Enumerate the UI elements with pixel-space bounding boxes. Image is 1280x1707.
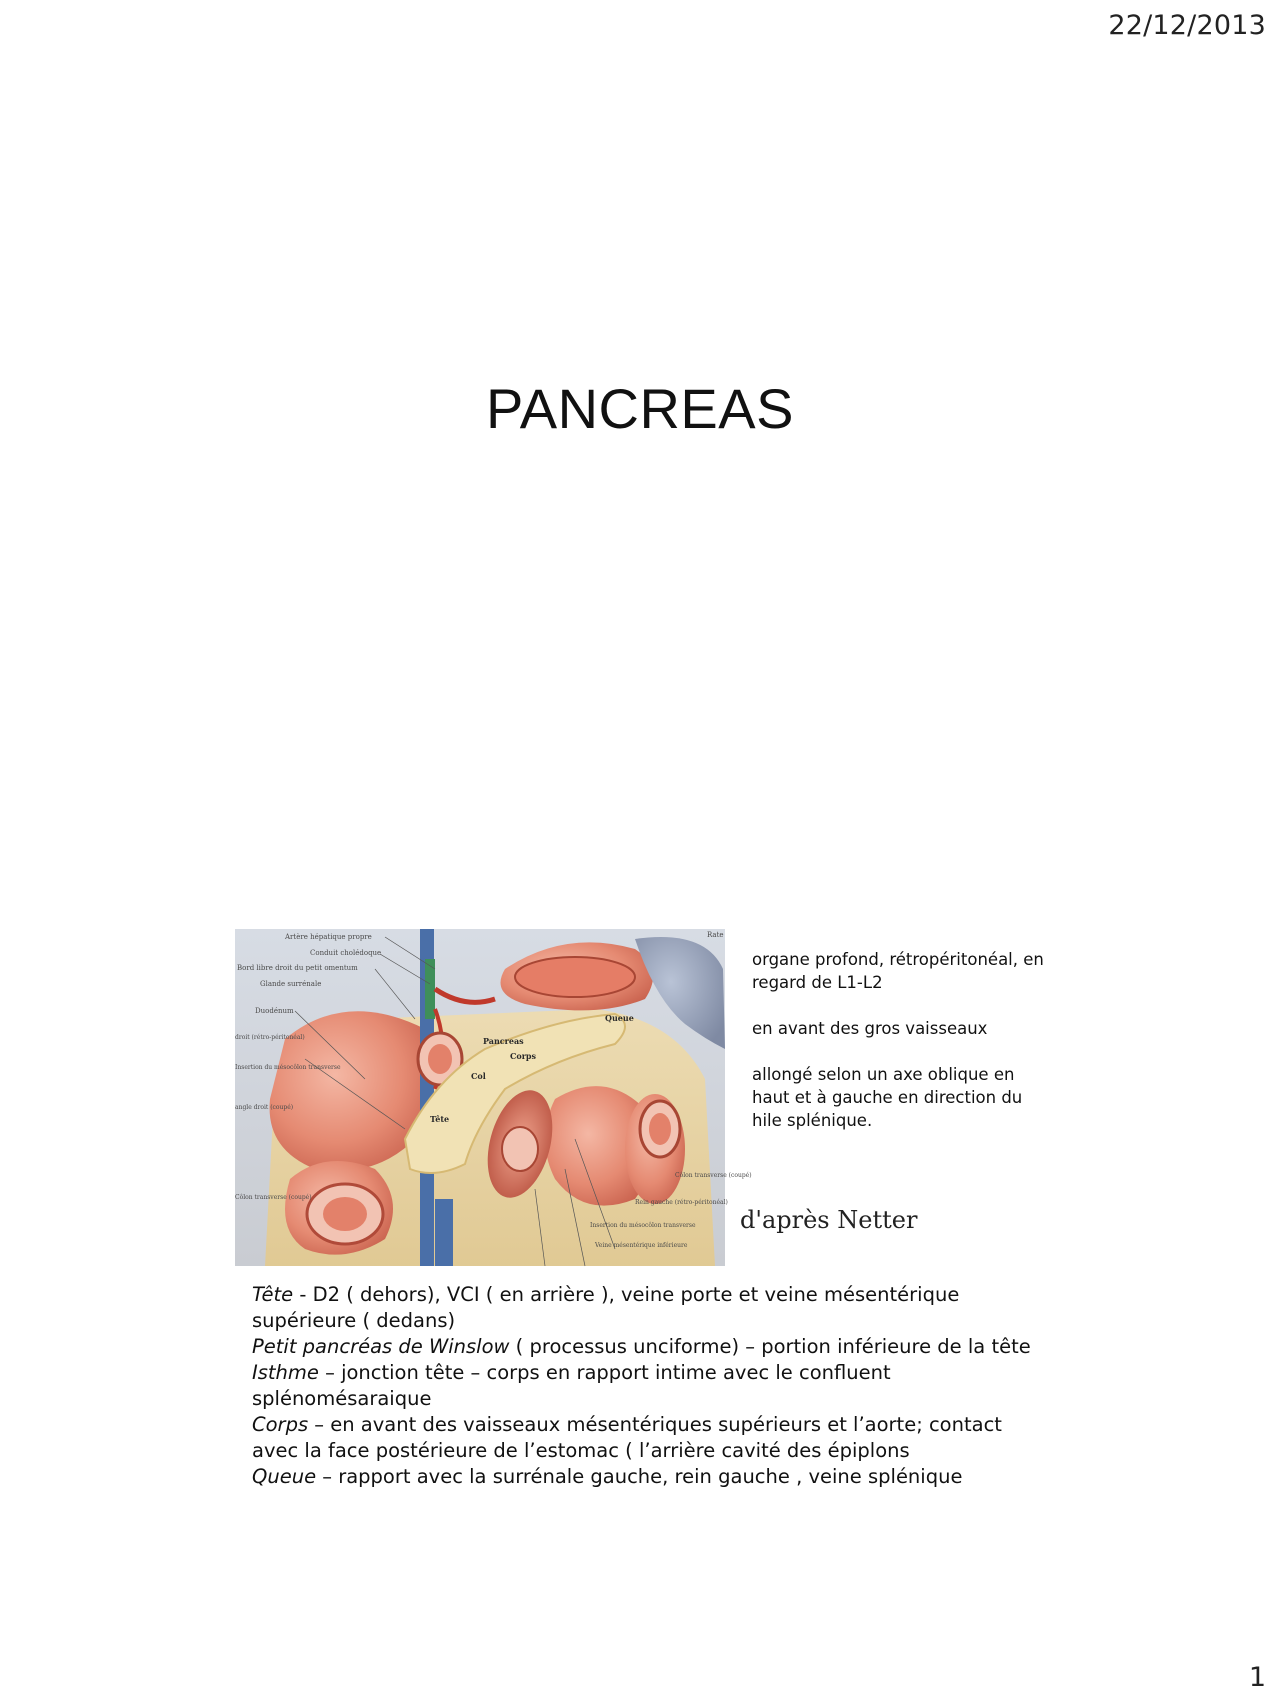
label-insertion-gauche: Insertion du mésocôlon transverse: [590, 1222, 696, 1229]
side-notes: [752, 948, 1052, 1155]
desc-queue: [252, 1464, 1052, 1490]
label-artere: Artère hépatique propre: [285, 933, 372, 941]
anatomy-description: [252, 1282, 1052, 1490]
desc-term: Petit pancréas de Winslow: [252, 1335, 510, 1358]
desc-text: ( processus unciforme) – portion inférieure de la tête: [509, 1335, 1031, 1358]
label-queue: Queue: [605, 1013, 634, 1023]
label-colon-droit: Côlon transverse (coupé): [235, 1194, 312, 1201]
date-header: 22/12/2013: [1108, 10, 1266, 41]
label-corps: Corps: [510, 1051, 537, 1061]
pancreas-illustration: [235, 929, 752, 1266]
label-insertion-droite: Insertion du mésocôlon transverse: [235, 1064, 341, 1071]
desc-text: - D2 ( dehors), VCI ( en arrière ), veine porte et veine mésentérique supérieure ( dedans): [252, 1283, 960, 1332]
desc-term: Queue: [252, 1465, 317, 1488]
side-note-vessels: en avant des gros vaisseaux: [752, 1019, 988, 1038]
label-pancreas: Pancreas: [483, 1036, 524, 1046]
page-number: 1: [1248, 1662, 1266, 1693]
label-tete: Tête: [430, 1114, 450, 1124]
desc-term: Isthme: [252, 1361, 319, 1384]
label-col: Col: [471, 1071, 486, 1081]
label-conduit: Conduit cholédoque: [310, 949, 382, 957]
desc-text: – en avant des vaisseaux mésentériques supérieurs et l’aorte; contact avec la face postérieure de l’estomac ( l’arrière cavité des épiplons: [252, 1413, 1002, 1462]
side-note-axis: allongé selon un axe oblique en haut et à gauche en direction du hile splénique.: [752, 1065, 1023, 1130]
slide-title: PANCREAS: [486, 377, 794, 440]
label-duodenum: Duodénum: [255, 1007, 294, 1015]
figure-credit: d'après Netter: [740, 1206, 918, 1234]
label-rein-droit: droit (rétro-péritonéal): [235, 1034, 305, 1041]
label-rein-gauche: Rein gauche (rétro-péritonéal): [635, 1199, 728, 1206]
label-colon-gauche: Côlon transverse (coupé): [675, 1172, 752, 1179]
desc-text: – rapport avec la surrénale gauche, rein gauche , veine splénique: [316, 1465, 963, 1488]
desc-term: Corps: [252, 1413, 309, 1436]
label-angle: angle droit (coupé): [235, 1104, 294, 1111]
label-veine: Veine mésentérique inférieure: [595, 1242, 688, 1249]
desc-corps: [252, 1412, 1052, 1464]
label-bord: Bord libre droit du petit omentum: [237, 964, 358, 972]
desc-isthme: [252, 1360, 1052, 1412]
desc-tete: [252, 1282, 1052, 1334]
desc-text: – jonction tête – corps en rapport intime avec le confluent splénomésaraique: [252, 1361, 891, 1410]
label-rate: Rate: [707, 931, 724, 939]
anatomical-figure: [235, 929, 752, 1266]
label-glande: Glande surrénale: [260, 980, 322, 988]
desc-winslow: [252, 1334, 1052, 1360]
side-note-location: organe profond, rétropéritonéal, en regard de L1-L2: [752, 950, 1044, 992]
desc-term: Tête: [252, 1283, 294, 1306]
